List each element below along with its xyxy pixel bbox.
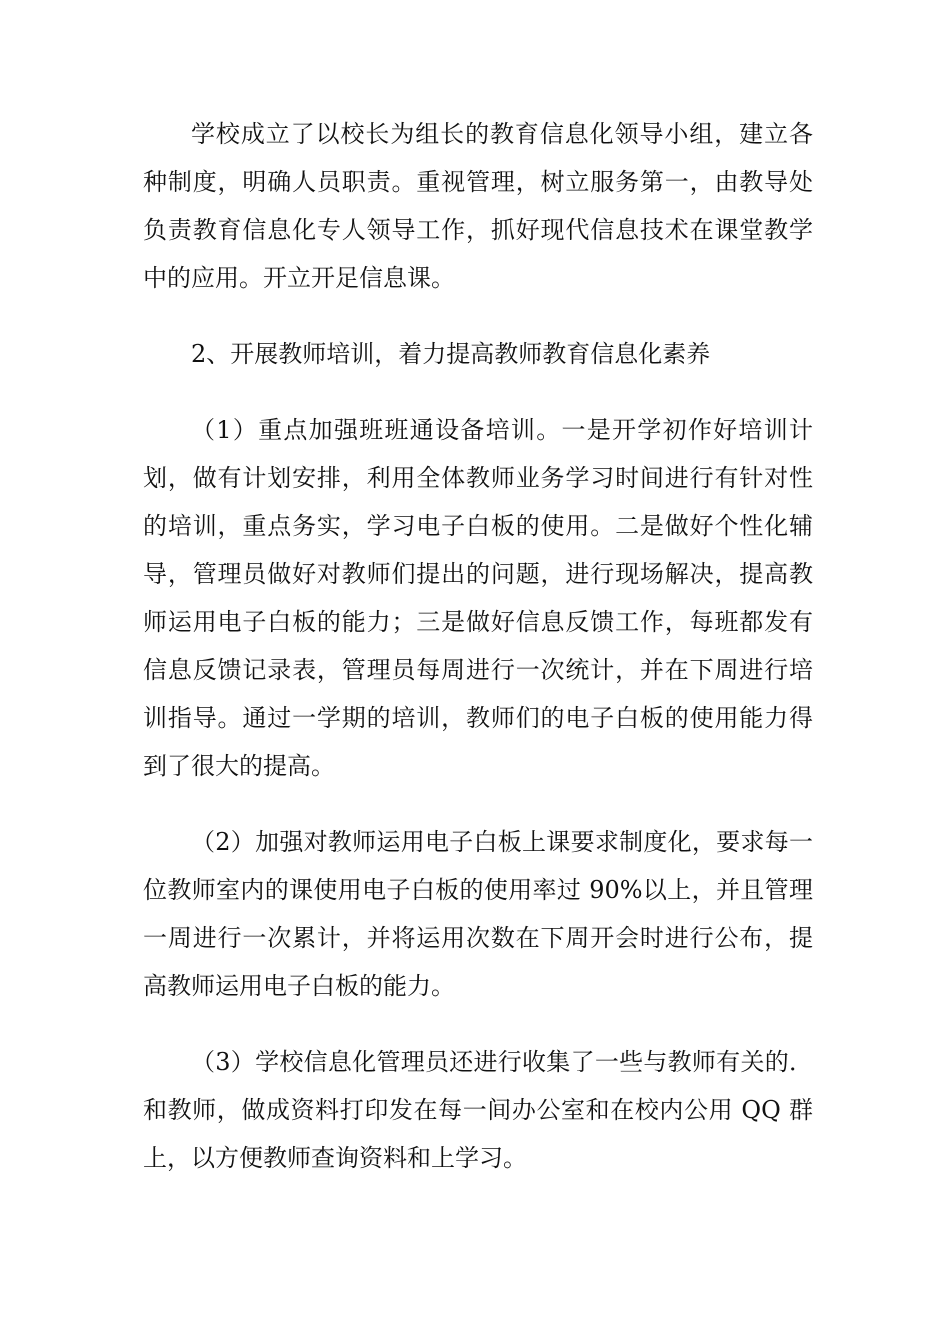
paragraph-item-1: （1）重点加强班班通设备培训。一是开学初作好培训计划，做有计划安排，利用全体教师业务学习时间进行有针对性的培训，重点务实，学习电子白板的使用。二是做好个性化辅导，管理员做好对教师们提出的问题，进行现场解决，提高教师运用电子白板的能力；三是做好信息反馈工作，每班都发有信息反馈记录表，管理员每周进行一次统计，并在下周进行培训指导。通过一学期的培训，教师们的电子白板的使用能力得到了很大的提高。 — [143, 416, 813, 780]
paragraph-item-2: （2）加强对教师运用电子白板上课要求制度化，要求每一位教师室内的课使用电子白板的使用率过 90%以上，并且管理一周进行一次累计，并将运用次数在下周开会时进行公布，提高教师运用电子白板的能力。 — [143, 828, 813, 1000]
document-body — [143, 110, 813, 1210]
section-heading-teacher-training: 2、开展教师培训，着力提高教师教育信息化素养 — [191, 340, 711, 368]
paragraph-intro: 学校成立了以校长为组长的教育信息化领导小组，建立各种制度，明确人员职责。重视管理，树立服务第一，由教导处负责教育信息化专人领导工作，抓好现代信息技术在课堂教学中的应用。开立开足信息课。 — [143, 120, 813, 292]
paragraph-item-3: （3）学校信息化管理员还进行收集了一些与教师有关的．和教师，做成资料打印发在每一间办公室和在校内公用 QQ 群上，以方便教师查询资料和上学习。 — [143, 1048, 813, 1172]
